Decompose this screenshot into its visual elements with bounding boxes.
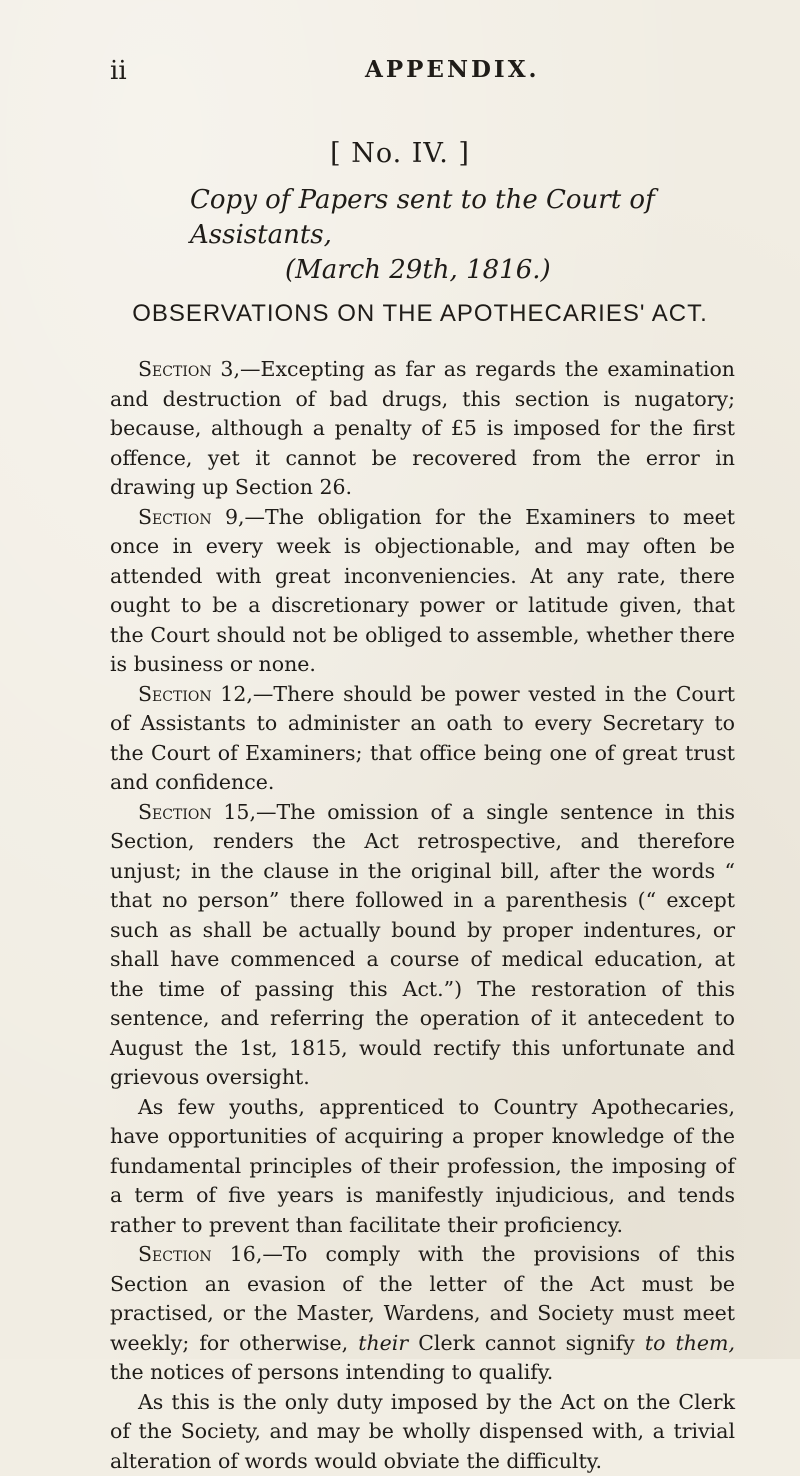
- paragraph-section-9: [110, 503, 735, 680]
- section-label: Section 16,: [138, 1242, 262, 1266]
- paragraph-text: —The obligation for the Examiners to meet once in every week is objectionable, and may often be attended with great inconveniencies. At any rate, there ought to be a discretionary power or latitude given, that the Court should not be obliged to assemble, whether there is business or none.: [110, 505, 735, 677]
- section-label: Section 15,: [138, 800, 256, 824]
- document-title-line-2: (March 29th, 1816.): [190, 253, 750, 288]
- paragraph-text: the notices of persons intending to qualify.: [110, 1360, 553, 1384]
- paragraph-text: As few youths, apprenticed to Country Apothecaries, have opportunities of acquiring a proper knowledge of the fundamental principles of their profession, the imposing of a term of five years is manifestly injudicious, and tends rather to prevent than facilitate their proficiency.: [110, 1095, 735, 1237]
- section-label: Section 12,: [138, 682, 253, 706]
- paragraph-text: —To comply with the provisions of this Section an evasion of the letter of the Act must be practised, or the Master, Wardens, and Society must meet weekly; for otherwise,: [110, 1242, 735, 1355]
- page-number: ii: [110, 56, 127, 86]
- paragraph-section-16: [110, 1240, 735, 1388]
- document-title: [190, 183, 750, 288]
- paragraph-clerk-duty: [110, 1388, 735, 1476]
- body-text: [110, 355, 735, 1476]
- paragraph-text: As this is the only duty imposed by the Act on the Clerk of the Society, and may be wholly dispensed with, a trivial alteration of words would obviate the difficulty.: [110, 1390, 735, 1473]
- section-heading: OBSERVATIONS ON THE APOTHECARIES' ACT.: [110, 300, 730, 328]
- running-head: APPENDIX.: [365, 56, 540, 83]
- paragraph-italic-text: to them,: [645, 1331, 735, 1355]
- paragraph-text: —The omission of a single sentence in this Section, renders the Act retrospective, and therefore unjust; in the clause in the original bill, after the words “ that no person” there followed in a parenthesis (“ except such as shall be actually bound by proper indentures, or shall have commenced a course of medical education, at the time of passing this Act.”) The restoration of this sentence, and referring the operation of it antecedent to August the 1st, 1815, would rectify this unfortunate and grievous oversight.: [110, 800, 735, 1090]
- paragraph-section-12: [110, 680, 735, 798]
- paragraph-text: —Excepting as far as regards the examination and destruction of bad drugs, this section is nugatory; because, although a penalty of £5 is imposed for the first offence, yet it cannot be recovered from the error in drawing up Section 26.: [110, 357, 735, 499]
- paragraph-text: —There should be power vested in the Court of Assistants to administer an oath to every Secretary to the Court of Examiners; that office being one of great trust and confidence.: [110, 682, 735, 795]
- section-label: Section 9,: [138, 505, 245, 529]
- document-title-line-1: Copy of Papers sent to the Court of Assistants,: [190, 185, 655, 250]
- page-header: [110, 50, 730, 90]
- document-number: [ No. IV. ]: [0, 138, 800, 169]
- paragraph-apprentices: [110, 1093, 735, 1241]
- paragraph-section-3: [110, 355, 735, 503]
- paragraph-section-15: [110, 798, 735, 1093]
- paragraph-text: Clerk cannot signify: [408, 1331, 645, 1355]
- section-label: Section 3,: [138, 357, 240, 381]
- paragraph-italic-text: their: [358, 1331, 408, 1355]
